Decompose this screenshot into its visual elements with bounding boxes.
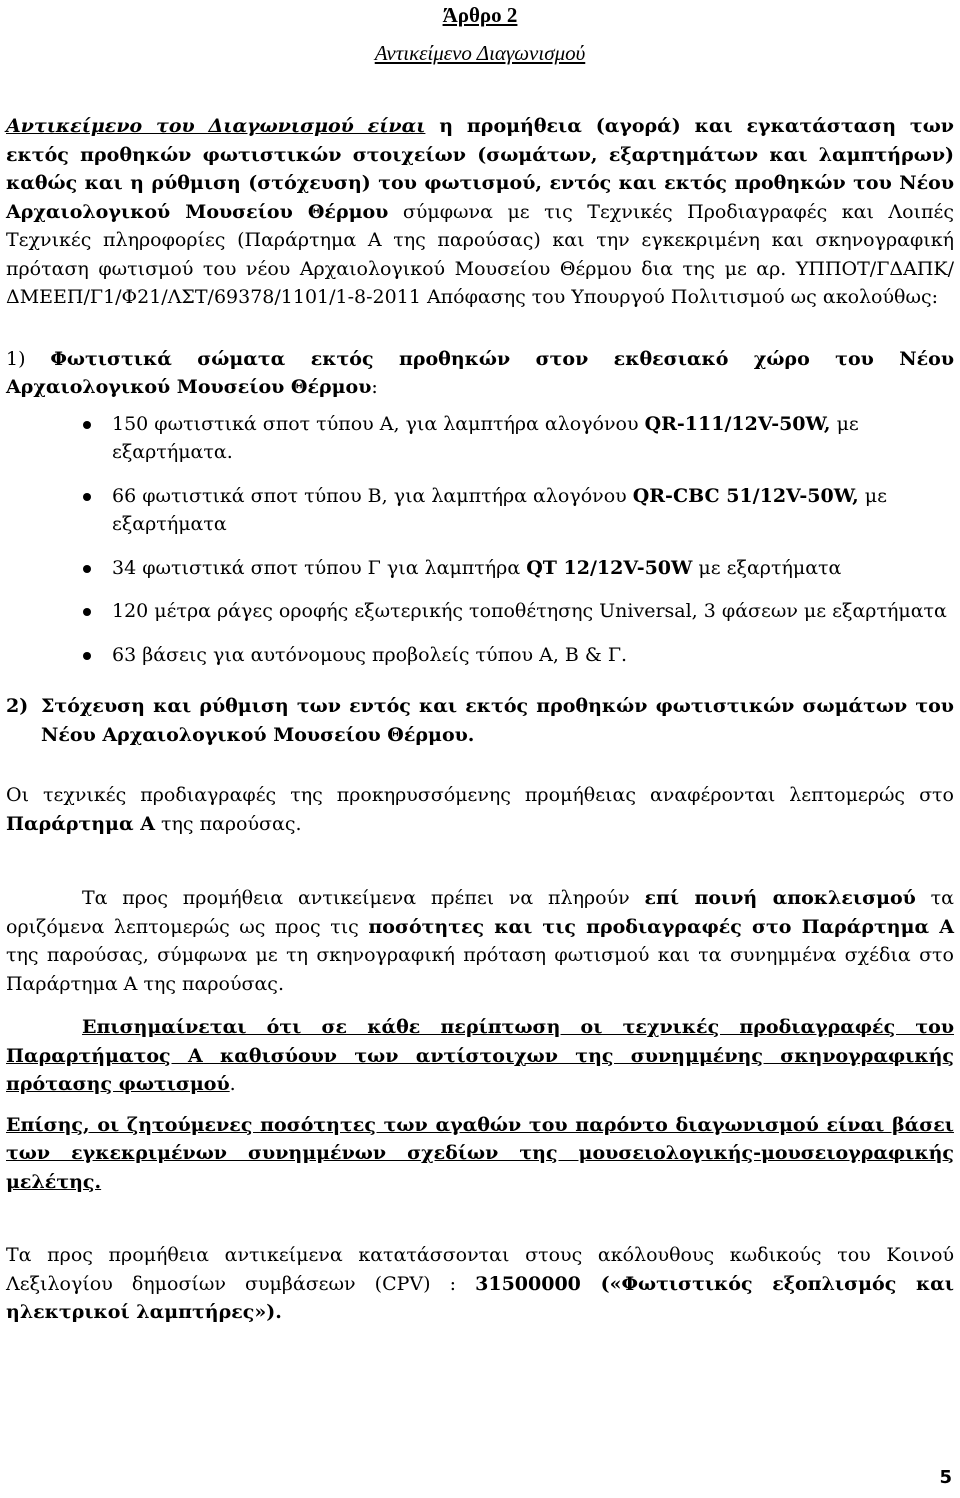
list-item: 66 φωτιστικά σποτ τύπου Β, για λαμπτήρα αλογόνου QR-CBC 51/12V-50W, με εξαρτήματα [6, 482, 954, 539]
section-1-colon: : [371, 376, 378, 398]
fixtures-list [6, 410, 954, 670]
list-item: 120 μέτρα ράγες οροφής εξωτερικής τοποθέτησης Universal, 3 φάσεων με εξαρτήματα [6, 597, 954, 626]
article-title: Άρθρο 2 [442, 3, 518, 27]
intro-paragraph [6, 112, 954, 312]
article-subtitle: Αντικείμενο Διαγωνισμού [374, 40, 586, 65]
section-2-number: 2) [6, 695, 29, 717]
quantities-paragraph: Επίσης, οι ζητούμενες ποσότητες των αγαθών του παρόντο διαγωνισμού είναι βάσει των εγκεκριμένων συνημμένων σχεδίων της μουσειολογικής-μουσειογραφικής μελέτης. [6, 1113, 954, 1193]
section-2 [6, 692, 954, 749]
items-paragraph: Τα προς προμήθεια αντικείμενα πρέπει να πληρούν επί ποινή αποκλεισμού τα οριζόμενα λεπτομερώς ως προς τις ποσότητες και τις προδιαγραφές στο Παράρτημα Α της παρούσας, σύμφωνα με τη σκηνογραφική πρόταση φωτισμού και τα συνημμένα σχέδια στο Παράρτημα Α της παρούσας. [6, 887, 955, 995]
list-item: 150 φωτιστικά σποτ τύπου Α, για λαμπτήρα αλογόνου QR-111/12V-50W, με εξαρτήματα. [6, 410, 954, 467]
intro-bold-text: η προμήθεια (αγορά) και εγκατάσταση των εκτός προθηκών φωτιστικών στοιχείων (σωμάτων, εξαρτημάτων και λαμπτήρων) καθώς και η ρύθμιση (στόχευση) του φωτισμού, εντός και εκτός προθηκών του Νέου Αρχαιολογικού Μουσείου Θέρμου [6, 115, 954, 223]
list-item: 63 βάσεις για αυτόνομους προβολείς τύπου Α, Β & Γ. [6, 641, 954, 670]
list-item: 34 φωτιστικά σποτ τύπου Γ για λαμπτήρα QT 12/12V-50W με εξαρτήματα [6, 554, 954, 583]
section-1-heading [6, 345, 954, 402]
intro-lead: Αντικείμενο του Διαγωνισμού είναι [6, 115, 426, 137]
cpv-paragraph: Τα προς προμήθεια αντικείμενα κατατάσσονται στους ακόλουθους κωδικούς του Κοινού Λεξιλογίου δημοσίων συμβάσεων (CPV) : 31500000 («Φωτιστικός εξοπλισμός και ηλεκτρικοί λαμπτήρες»). [6, 1244, 954, 1323]
page-number: 5 [939, 1467, 952, 1488]
intro-rest: σύμφωνα με τις Τεχνικές Προδιαγραφές και Λοιπές Τεχνικές πληροφορίες (Παράρτημα Α της παρούσας) και την εγκεκριμένη και σκηνογραφική πρόταση φωτισμού του νέου Αρχαιολογικού Μουσείου Θέρμου δια της με αρ. ΥΠΠΟΤ/ΓΔΑΠΚ/ΔΜΕΕΠ/Γ1/Φ21/ΛΣΤ/69378/1101/1-8-2011 Απόφασης του Υπουργού Πολιτισμού ως ακολούθως: [6, 200, 954, 308]
note-paragraph: Επισημαίνεται ότι σε κάθε περίπτωση οι τεχνικές προδιαγραφές του Παραρτήματος Α καθισύουν των αντίστοιχων της συνημμένης σκηνογραφικής πρότασης φωτισμού. [6, 1016, 954, 1095]
section-1-title: Φωτιστικά σώματα εκτός προθηκών στον εκθεσιακό χώρο του Νέου Αρχαιολογικού Μουσείου Θέρμου [6, 347, 954, 398]
document-page [6, 0, 954, 1327]
specs-paragraph: Οι τεχνικές προδιαγραφές της προκηρυσσόμενης προμήθειας αναφέρονται λεπτομερώς στο Παράρτημα Α της παρούσας. [6, 784, 954, 835]
section-2-title: Στόχευση και ρύθμιση των εντός και εκτός προθηκών φωτιστικών σωμάτων του Νέου Αρχαιολογικού Μουσείου Θέρμου. [41, 695, 954, 746]
section-1-number: 1) [6, 347, 26, 370]
